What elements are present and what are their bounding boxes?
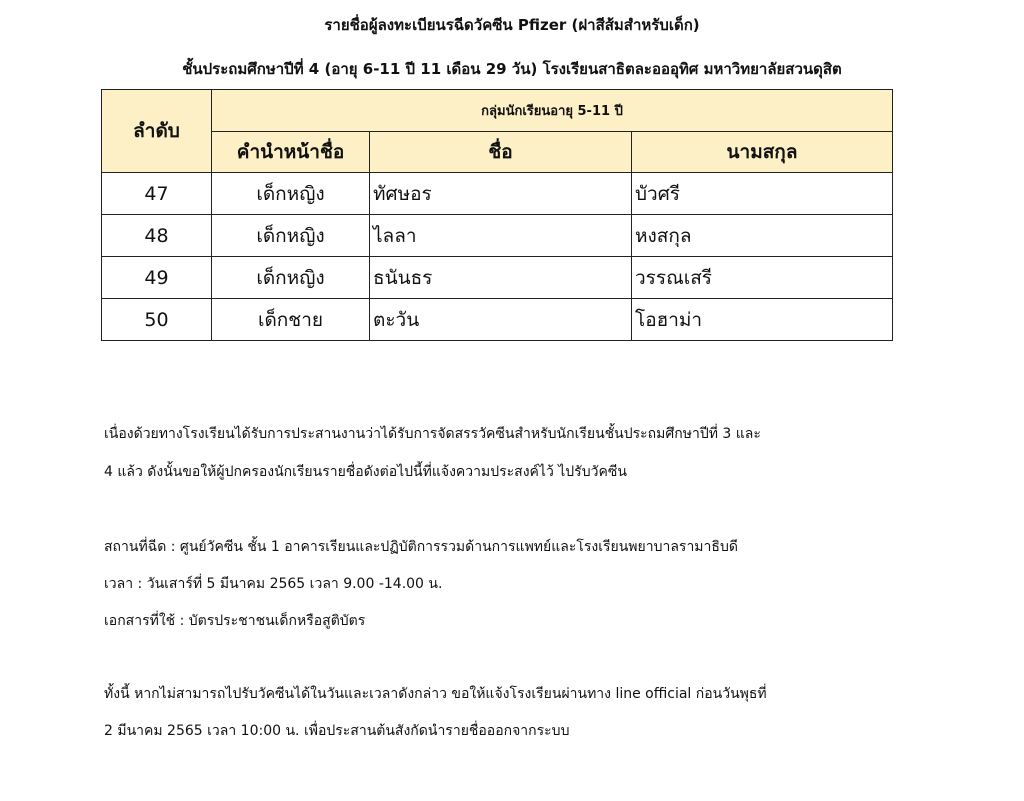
cell-lastname: บัวศรี — [632, 173, 893, 215]
document-title: รายชื่อผู้ลงทะเบียนรฉีดวัคซีน Pfizer (ฝาสีส้มสำหรับเด็ก) — [324, 16, 700, 34]
table-row — [102, 215, 893, 257]
footer-line-1: ทั้งนี้ หากไม่สามารถไปรับวัคซีนได้ในวันและเวลาดังกล่าว ขอให้แจ้งโรงเรียนผ่านทาง line official ก่อนวันพุธที่ — [104, 686, 767, 702]
vaccination-time: เวลา : วันเสาร์ที่ 5 มีนาคม 2565 เวลา 9.00 -14.00 น. — [104, 576, 443, 592]
cell-lastname: โอฮาม่า — [632, 299, 893, 341]
cell-firstname: ตะวัน — [370, 299, 632, 341]
cell-order: 47 — [102, 173, 212, 215]
cell-firstname: ไลลา — [370, 215, 632, 257]
header-lastname: นามสกุล — [632, 131, 893, 173]
cell-order: 49 — [102, 257, 212, 299]
cell-prefix: เด็กชาย — [212, 299, 370, 341]
footer-line-2: 2 มีนาคม 2565 เวลา 10:00 น. เพื่อประสานต้นสังกัดนำรายชื่อออกจากระบบ — [104, 723, 570, 739]
vaccination-location: สถานที่ฉีด : ศูนย์วัคซีน ชั้น 1 อาคารเรียนและปฏิบัติการรวมด้านการแพทย์และโรงเรียนพยาบาลรามาธิบดี — [104, 539, 738, 555]
cell-prefix: เด็กหญิง — [212, 215, 370, 257]
notice-line-2: 4 แล้ว ดังนั้นขอให้ผู้ปกครองนักเรียนรายชื่อดังต่อไปนี้ที่แจ้งความประสงค์ไว้ ไปรับวัคซีน — [104, 464, 627, 480]
registration-table — [101, 89, 893, 341]
cell-prefix: เด็กหญิง — [212, 173, 370, 215]
cell-lastname: วรรณเสรี — [632, 257, 893, 299]
required-documents: เอกสารที่ใช้ : บัตรประชาชนเด็กหรือสูติบัตร — [104, 613, 366, 629]
header-prefix: คำนำหน้าชื่อ — [212, 131, 370, 173]
notice-line-1: เนื่องด้วยทางโรงเรียนได้รับการประสานงานว่าได้รับการจัดสรรวัคซีนสำหรับนักเรียนชั้นประถมศึกษาปีที่ 3 และ — [104, 426, 761, 442]
cell-order: 50 — [102, 299, 212, 341]
cell-prefix: เด็กหญิง — [212, 257, 370, 299]
header-group: กลุ่มนักเรียนอายุ 5-11 ปี — [212, 90, 893, 132]
header-firstname: ชื่อ — [370, 131, 632, 173]
table-row — [102, 299, 893, 341]
header-order: ลำดับ — [102, 90, 212, 173]
document-subtitle: ชั้นประถมศึกษาปีที่ 4 (อายุ 6-11 ปี 11 เดือน 29 วัน) โรงเรียนสาธิตละอออุทิศ มหาวิทยาลัยสวนดุสิต — [182, 60, 842, 78]
cell-order: 48 — [102, 215, 212, 257]
cell-firstname: ธนันธร — [370, 257, 632, 299]
table-row — [102, 257, 893, 299]
cell-lastname: หงสกุล — [632, 215, 893, 257]
cell-firstname: ทัศษอร — [370, 173, 632, 215]
table-row — [102, 173, 893, 215]
